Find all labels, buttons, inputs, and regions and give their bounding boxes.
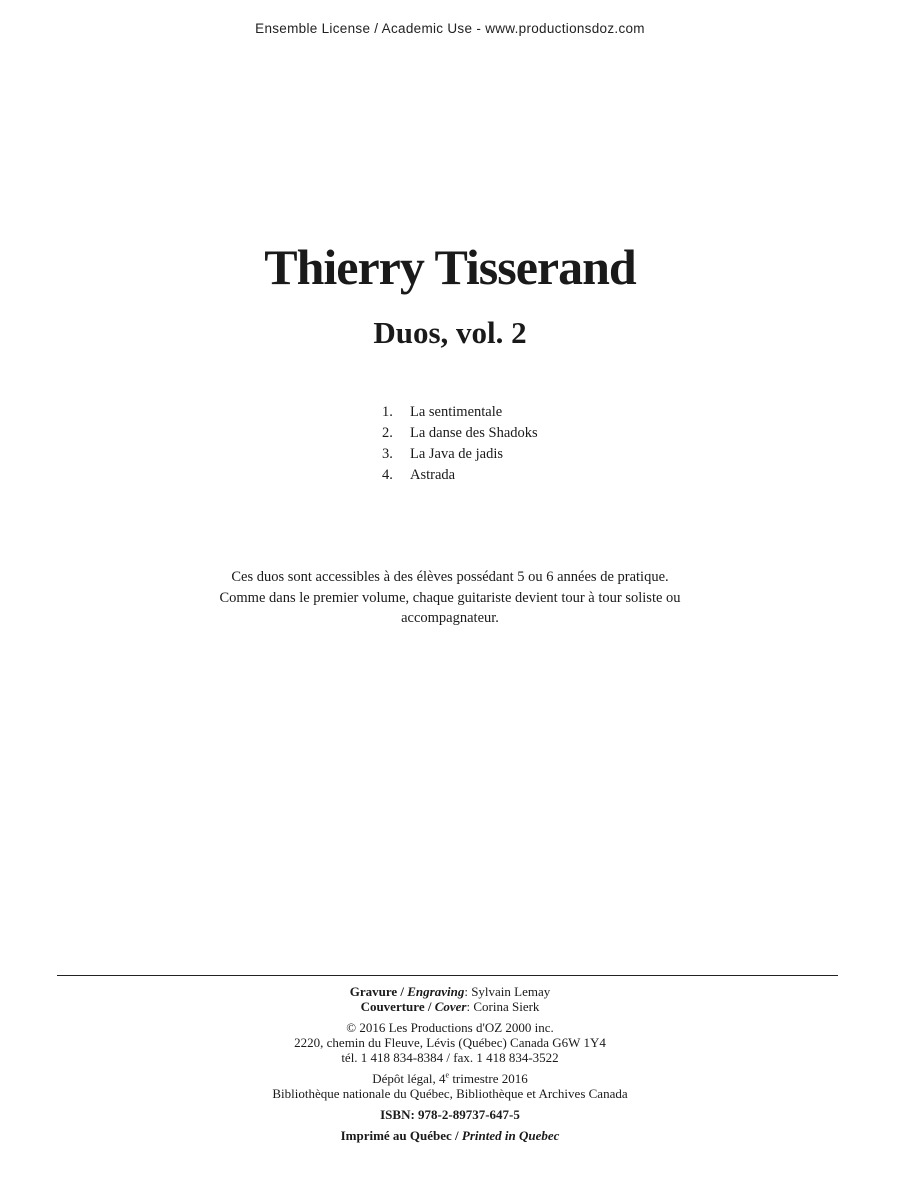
- description: [150, 567, 750, 629]
- piece-title: La sentimentale: [410, 404, 503, 420]
- piece-title: La Java de jadis: [410, 446, 504, 462]
- deposit-suffix: trimestre 2016: [449, 1071, 528, 1086]
- description-line: Comme dans le premier volume, chaque guitariste devient tour à tour soliste ou: [219, 589, 681, 606]
- divider: [57, 975, 838, 976]
- list-item: [382, 444, 538, 465]
- list-item: [382, 465, 538, 486]
- piece-title: Astrada: [410, 467, 456, 483]
- composer-name: Thierry Tisserand: [264, 239, 636, 295]
- cover-label-fr: Couverture /: [360, 999, 435, 1014]
- piece-list: [382, 402, 538, 486]
- publisher-address: 2220, chemin du Fleuve, Lévis (Québec) Canada G6W 1Y4: [294, 1035, 606, 1050]
- piece-number: 1.: [382, 404, 393, 420]
- list-item: [382, 402, 538, 423]
- isbn: ISBN: 978-2-89737-647-5: [380, 1107, 520, 1122]
- description-line: Ces duos sont accessibles à des élèves possédant 5 ou 6 années de pratique.: [231, 569, 669, 585]
- engraving-name: : Sylvain Lemay: [464, 984, 551, 999]
- list-item: [382, 423, 538, 444]
- cover-label-en: Cover: [434, 999, 467, 1014]
- copyright: © 2016 Les Productions d'OZ 2000 inc.: [346, 1020, 554, 1035]
- legal-deposit: [0, 1071, 900, 1086]
- engraving-label-en: Engraving: [407, 984, 465, 999]
- engraving-credit: [0, 984, 900, 999]
- publisher-phone: tél. 1 418 834-8384 / fax. 1 418 834-3522: [341, 1050, 559, 1065]
- description-line: accompagnateur.: [401, 610, 499, 626]
- piece-title: La danse des Shadoks: [410, 425, 538, 441]
- piece-number: 3.: [382, 446, 393, 462]
- work-title: Duos, vol. 2: [373, 315, 527, 350]
- cover-credit: [0, 999, 900, 1014]
- deposit-sup: e: [445, 1070, 450, 1080]
- engraving-label-fr: Gravure /: [349, 984, 408, 999]
- credits-block: [0, 984, 900, 1143]
- license-notice: Ensemble License / Academic Use - www.productionsdoz.com: [255, 21, 645, 36]
- library-notice: Bibliothèque nationale du Québec, Bibliothèque et Archives Canada: [272, 1086, 628, 1101]
- printed-fr: Imprimé au Québec /: [340, 1128, 462, 1143]
- piece-number: 2.: [382, 425, 393, 441]
- printed-notice: [0, 1128, 900, 1143]
- deposit-prefix: Dépôt légal, 4: [372, 1071, 446, 1086]
- printed-en: Printed in Quebec: [461, 1128, 560, 1143]
- cover-name: : Corina Sierk: [466, 999, 540, 1014]
- piece-number: 4.: [382, 467, 393, 483]
